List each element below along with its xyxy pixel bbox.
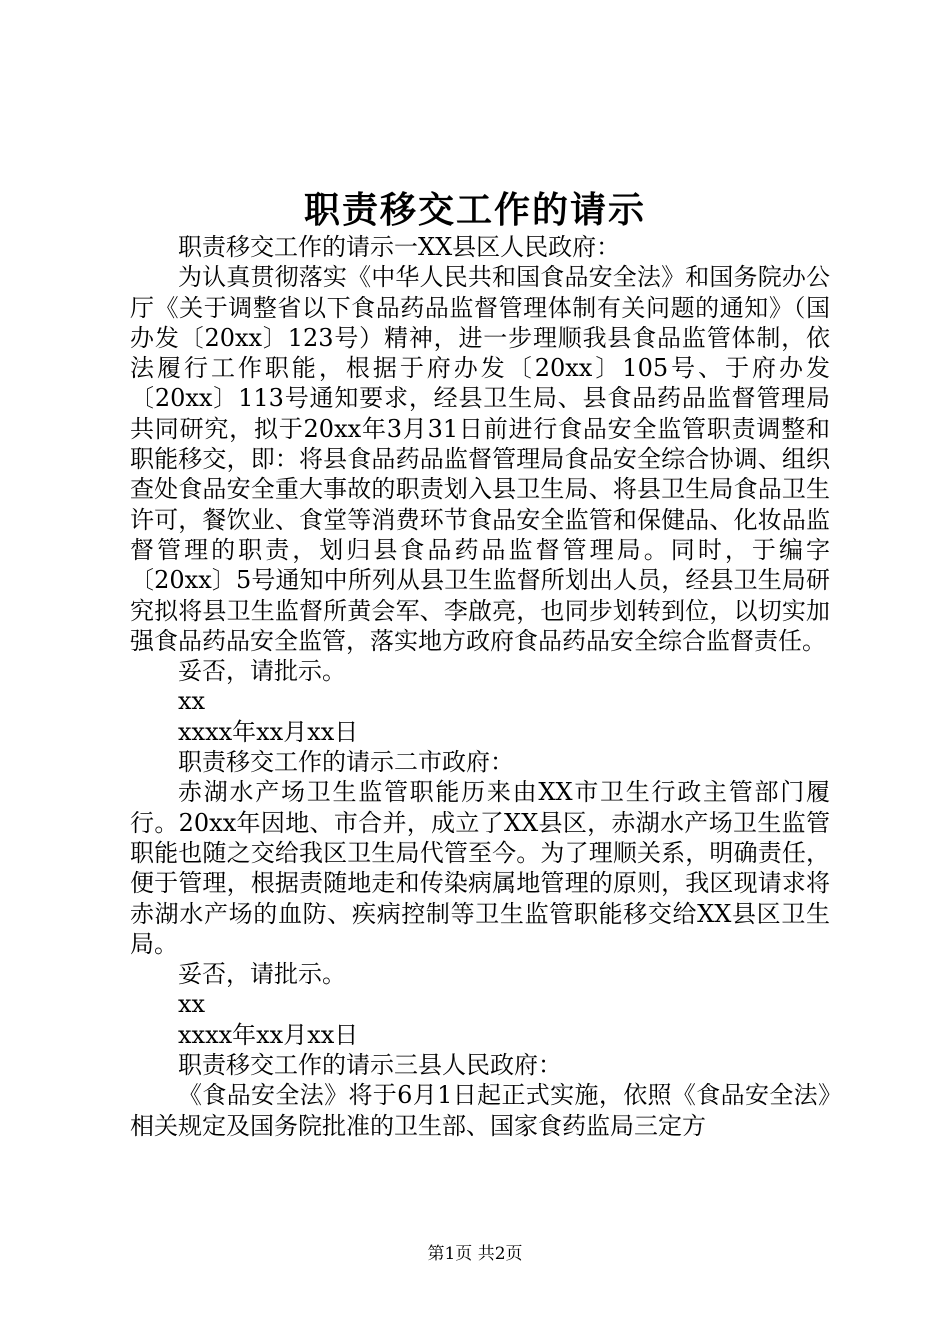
page-number: 第1页 共2页 xyxy=(427,1244,523,1264)
paragraph: 妥否，请批示。 xyxy=(178,960,346,989)
paragraph: 职责移交工作的请示三县人民政府： xyxy=(178,1051,562,1080)
paragraph: xx xyxy=(178,990,206,1019)
paragraph: 职责移交工作的请示一XX县区人民政府： xyxy=(178,233,621,261)
paragraph: xx xyxy=(178,687,206,716)
paragraph: 赤湖水产场卫生监管职能历来由XX市卫生行政主管部门履行。20xx年因地、市合并，成立了XX县区，赤湖水产场卫生监管职能也随之交给我区卫生局代管至今。为了理顺关系，明确责任，便于管理，根据责随地走和传染病属地管理的原则，我区现请求将赤湖水产场的血防、疾病控制等卫生监管职能移交给XX县区卫生局。 xyxy=(130,778,830,958)
paragraph: 妥否，请批示。 xyxy=(178,657,346,686)
document-body xyxy=(130,232,830,1141)
document-title: 职责移交工作的请示 xyxy=(303,189,646,231)
paragraph: 《食品安全法》将于6月1日起正式实施，依照《食品安全法》相关规定及国务院批准的卫生部、国家食药监局三定方 xyxy=(130,1081,830,1140)
paragraph: 为认真贯彻落实《中华人民共和国食品安全法》和国务院办公厅《关于调整省以下食品药品监督管理体制有关问题的通知》（国办发〔20xx〕123号）精神，进一步理顺我县食品监管体制，依法履行工作职能，根据于府办发〔20xx〕105号、于府办发〔20xx〕113号通知要求，经县卫生局、县食品药品监督管理局共同研究，拟于20xx年3月31日前进行食品安全监管职责调整和职能移交，即：将县食品药品监督管理局食品安全综合协调、组织查处食品安全重大事故的职责划入县卫生局、将县卫生局食品卫生许可，餐饮业、食堂等消费环节食品安全监管和保健品、化妆品监督管理的职责，划归县食品药品监督管理局。同时，于编字〔20xx〕5号通知中所列从县卫生监督所划出人员，经县卫生局研究拟将县卫生监督所黄会军、李啟亮，也同步划转到位，以切实加强食品药品安全监管，落实地方政府食品药品安全综合监督责任。 xyxy=(130,263,830,655)
paragraph: xxxx年xx月xx日 xyxy=(178,717,359,746)
paragraph: xxxx年xx月xx日 xyxy=(178,1020,359,1049)
paragraph: 职责移交工作的请示二市政府： xyxy=(178,748,514,777)
